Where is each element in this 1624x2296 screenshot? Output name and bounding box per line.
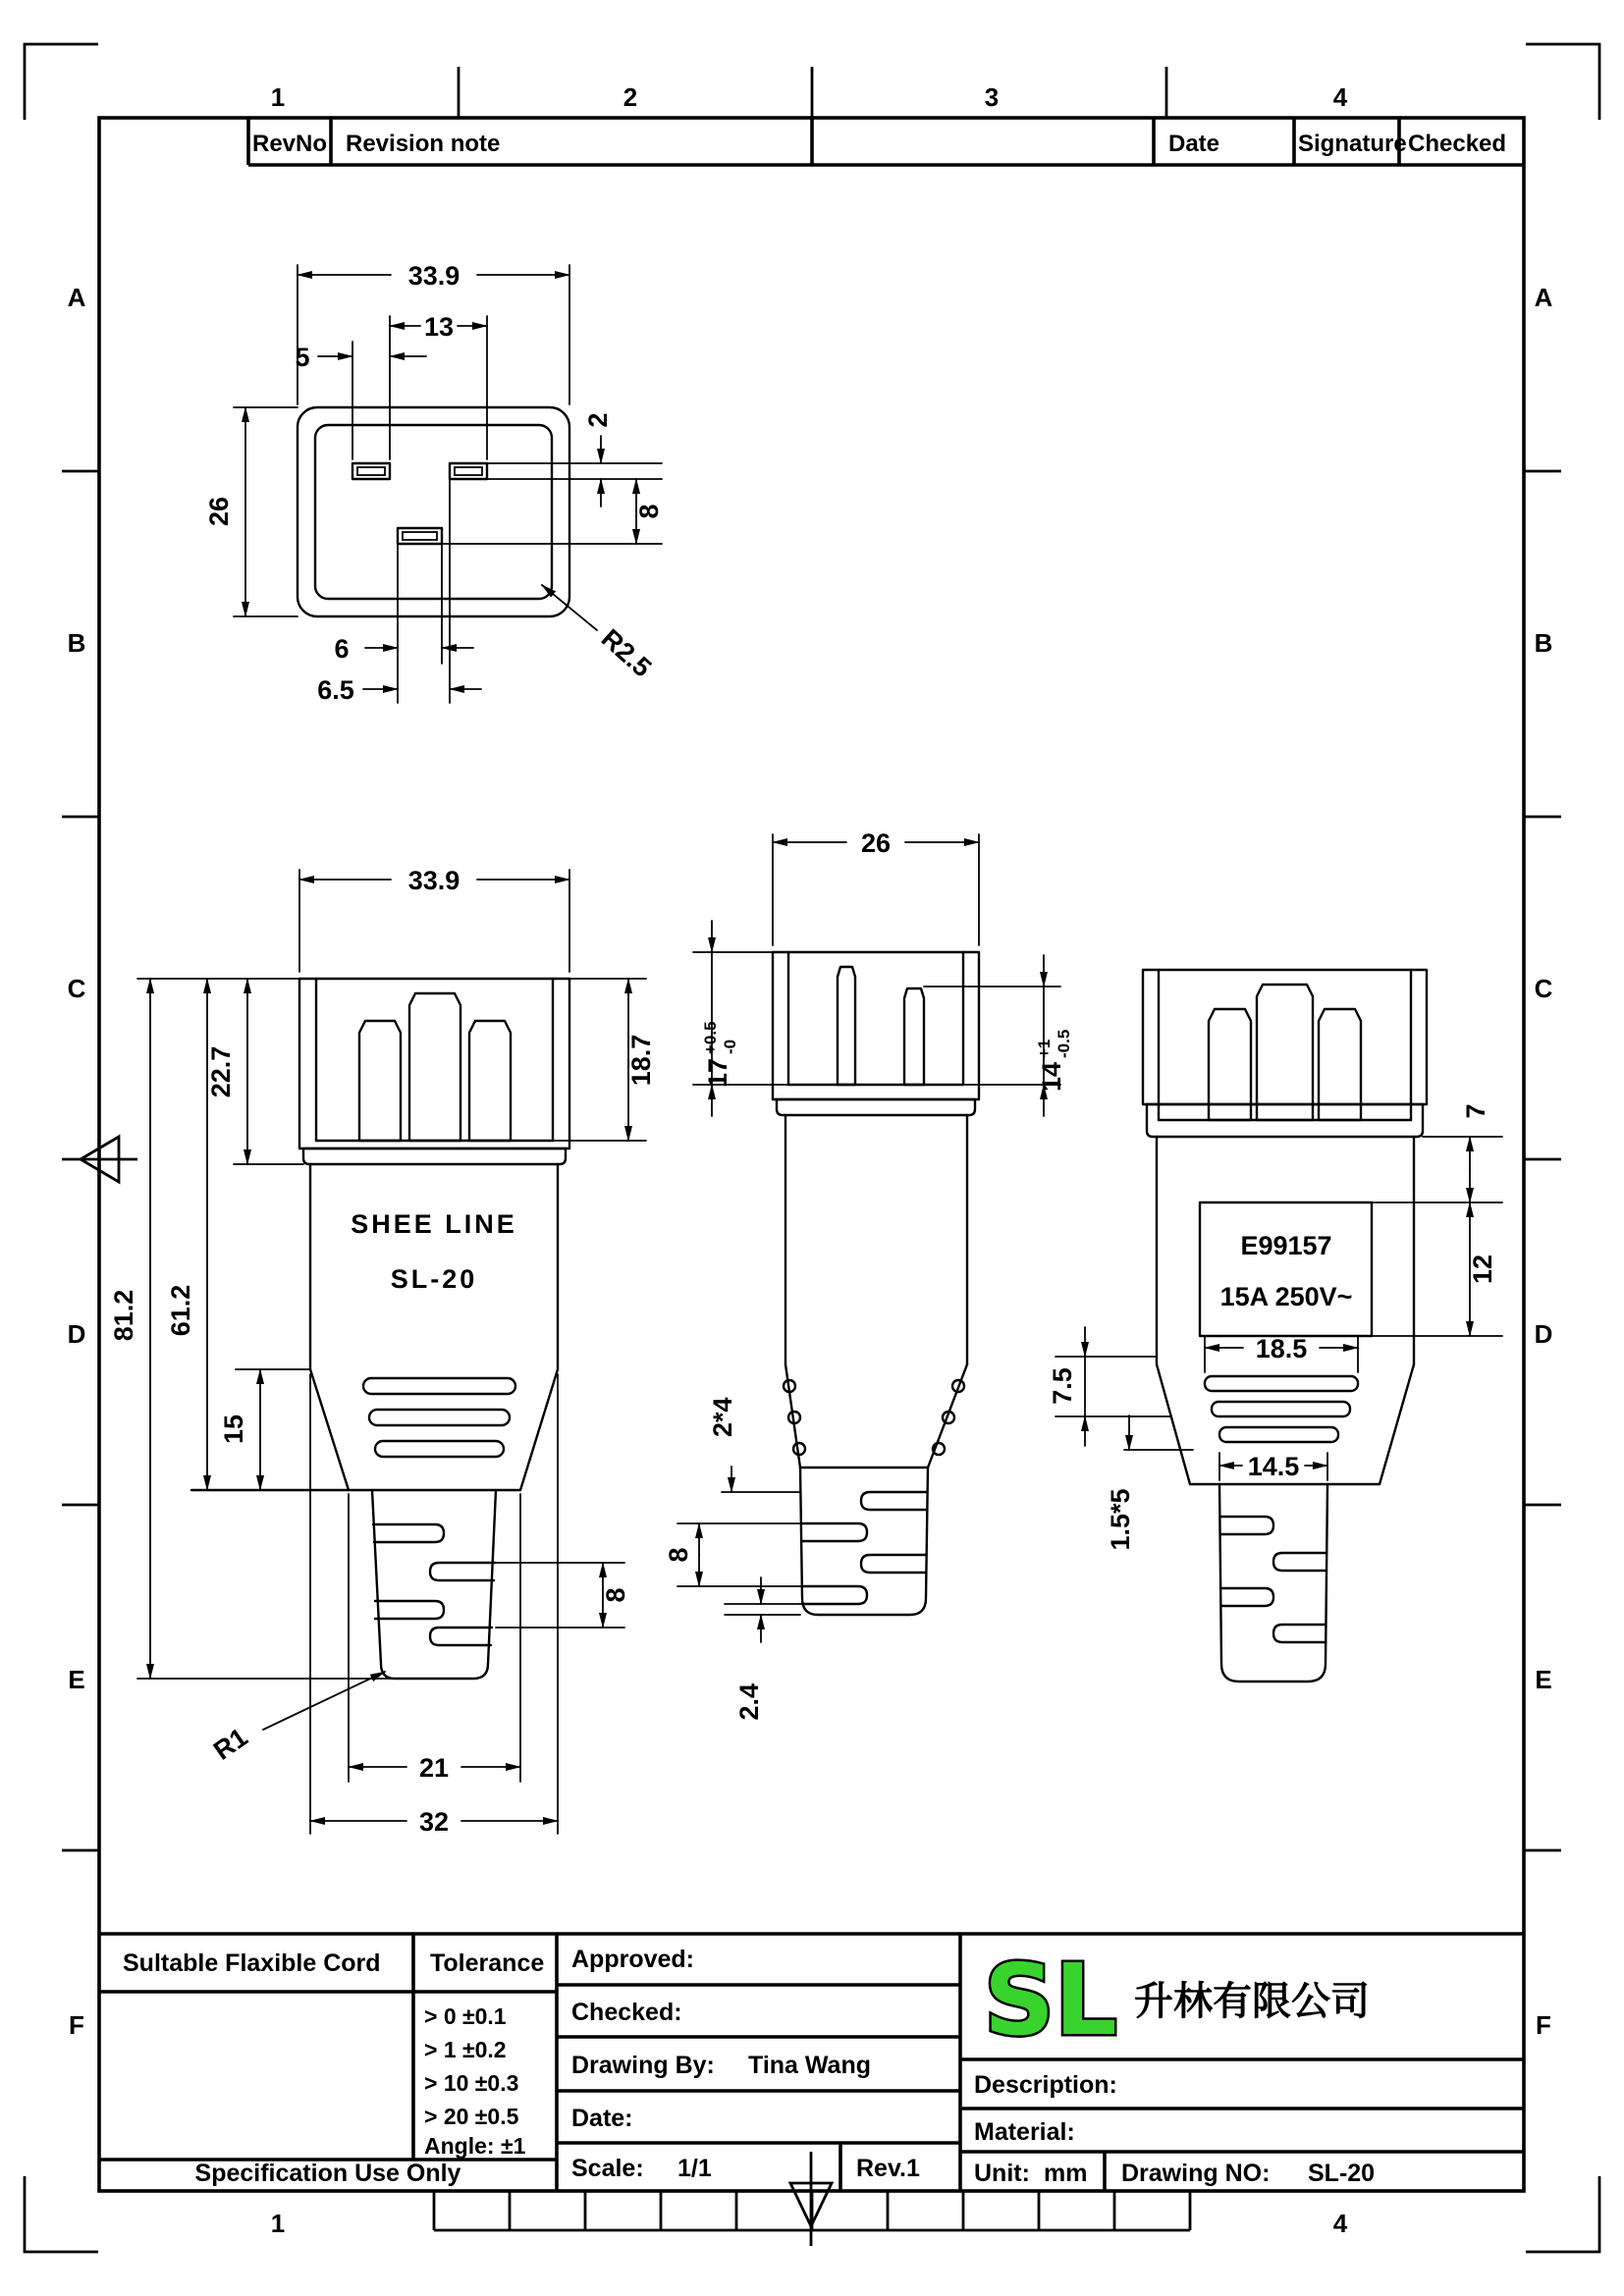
trim-mark-top-right <box>1526 44 1599 120</box>
zone-row-a-left: A <box>67 283 86 312</box>
unit-label: Unit: <box>974 2160 1030 2187</box>
zone-row-f-right: F <box>1536 2010 1551 2040</box>
zone-col-4-top: 4 <box>1332 82 1348 112</box>
dim-front-slot-pitch: 8 <box>601 1587 630 1603</box>
side-view <box>664 828 1073 1721</box>
dim-face-slot-offset: 6.5 <box>317 675 354 705</box>
approved-label: Approved: <box>571 1946 694 1973</box>
zone-row-d-right: D <box>1534 1319 1553 1349</box>
trim-mark-top-left <box>25 44 98 120</box>
dim-front-taper-height: 15 <box>219 1414 248 1445</box>
company-name: 升林有限公司 <box>1134 1979 1370 2024</box>
dim-face-pin-width: 5 <box>295 343 310 372</box>
zone-row-b-left: B <box>67 628 86 658</box>
dim-side-pin-tol-up: +1 <box>1035 1039 1054 1058</box>
tolerance-row: Angle: ±1 <box>424 2133 526 2159</box>
zone-col-1-top: 1 <box>270 82 286 112</box>
tolerance-row: > 1 ±0.2 <box>424 2037 507 2062</box>
sheet-frame <box>25 44 1599 2252</box>
dim-side-width: 26 <box>860 828 892 858</box>
dim-rear-ribs: 1.5*5 <box>1106 1488 1135 1551</box>
dim-side-cavity-tol-up: +0.5 <box>701 1021 720 1054</box>
dim-face-width: 33.9 <box>407 261 460 291</box>
zone-row-d-left: D <box>67 1319 86 1349</box>
dim-rear-label-height: 12 <box>1468 1254 1497 1285</box>
zone-row-e-left: E <box>68 1665 85 1694</box>
dim-side-cavity: 17 <box>703 1057 732 1088</box>
dim-front-boot-width: 21 <box>418 1753 450 1783</box>
dim-front-width: 33.9 <box>407 866 460 895</box>
scale-label: Scale: <box>571 2155 644 2182</box>
tolerance-row: > 10 ±0.3 <box>424 2070 519 2096</box>
dim-side-pin: 14 <box>1037 1061 1066 1092</box>
tolerance-row: > 0 ±0.1 <box>424 2003 507 2029</box>
revision-col-checked: Checked <box>1408 131 1507 157</box>
revision-col-note: Revision note <box>346 131 501 157</box>
rear-view <box>1048 970 1502 1682</box>
front-model-text: SL-20 <box>390 1264 478 1294</box>
scale-value: 1/1 <box>677 2155 712 2182</box>
dim-front-cap-height: 22.7 <box>206 1045 236 1098</box>
dim-side-cavity-tol-dn: -0 <box>721 1039 739 1054</box>
zone-col-1-bottom: 1 <box>270 2209 286 2238</box>
dim-rear-boot-width: 14.5 <box>1247 1452 1300 1481</box>
zone-row-c-left: C <box>67 974 86 1003</box>
date-label: Date: <box>571 2105 633 2132</box>
rear-rating-text: 15A 250V~ <box>1219 1282 1353 1311</box>
checked-label: Checked: <box>571 1999 682 2026</box>
zone-col-4-bottom: 4 <box>1332 2209 1348 2238</box>
dim-front-total-height: 81.2 <box>109 1289 138 1342</box>
zone-col-2-top: 2 <box>623 82 638 112</box>
tolerance-row: > 20 ±0.5 <box>424 2104 519 2129</box>
spec-use-only-label: Specification Use Only <box>194 2160 461 2187</box>
dim-face-corner-radius: R2.5 <box>595 623 658 683</box>
scale-strip <box>434 2191 1190 2230</box>
dim-face-pin-span: 13 <box>423 312 455 342</box>
dim-face-row-gap: 8 <box>634 504 664 519</box>
dim-face-slot-width: 6 <box>334 634 350 664</box>
dim-face-slot-height: 2 <box>583 412 613 428</box>
drawing-no-label: Drawing NO: <box>1121 2160 1271 2187</box>
revision-col-date: Date <box>1168 131 1220 157</box>
company-logo: SL <box>984 1943 1117 2057</box>
description-label: Description: <box>974 2071 1117 2099</box>
dim-side-pin-tol-dn: -0.5 <box>1055 1029 1073 1058</box>
revision-table <box>248 118 1524 165</box>
trim-mark-bottom-right <box>1526 2176 1599 2252</box>
front-brand-text: SHEE LINE <box>351 1209 517 1239</box>
drawing-by-label: Drawing By: <box>571 2052 715 2079</box>
face-view <box>204 261 664 705</box>
zone-row-f-left: F <box>69 2010 84 2040</box>
zone-row-e-right: E <box>1535 1665 1552 1694</box>
revision-col-signature: Signature <box>1298 131 1407 157</box>
dim-front-body-height: 61.2 <box>166 1284 195 1337</box>
zone-col-3-top: 3 <box>984 82 1000 112</box>
dim-side-slot: 2*4 <box>708 1397 737 1437</box>
drawing-no-value: SL-20 <box>1308 2160 1376 2187</box>
rev-label: Rev.1 <box>856 2155 920 2182</box>
dim-side-pitch: 8 <box>664 1547 693 1563</box>
dim-rear-grip-height: 7.5 <box>1048 1367 1077 1405</box>
trim-mark-bottom-left <box>25 2176 98 2252</box>
material-label: Material: <box>974 2118 1075 2146</box>
zone-row-b-right: B <box>1534 628 1553 658</box>
cord-label: Sultable Flaxible Cord <box>123 1949 381 1977</box>
front-view <box>109 866 656 1837</box>
zone-row-c-right: C <box>1534 974 1553 1003</box>
dim-face-height: 26 <box>204 496 234 527</box>
dim-front-body-width: 32 <box>418 1807 450 1837</box>
dim-side-tail: 2.4 <box>734 1683 764 1721</box>
rear-cert-text: E99157 <box>1240 1231 1332 1260</box>
dim-rear-neck: 7 <box>1461 1103 1490 1119</box>
drawing-by-value: Tina Wang <box>748 2052 871 2079</box>
unit-value: mm <box>1044 2160 1088 2187</box>
dim-front-cavity-height: 18.7 <box>626 1034 656 1087</box>
zone-row-a-right: A <box>1534 283 1553 312</box>
tolerance-label: Tolerance <box>430 1949 545 1977</box>
revision-col-revno: RevNo <box>251 131 328 157</box>
dim-front-boot-radius: R1 <box>208 1722 253 1766</box>
dim-rear-grip-width: 18.5 <box>1255 1334 1308 1363</box>
